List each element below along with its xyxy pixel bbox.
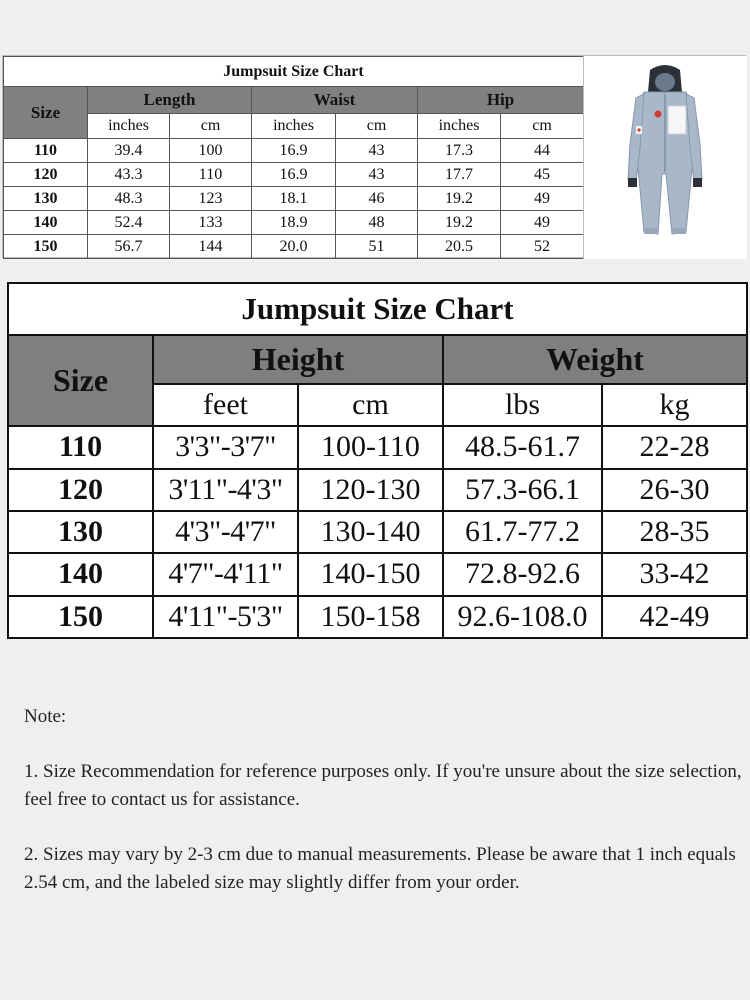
table-cell: 140: [4, 211, 88, 235]
table-row: [4, 139, 584, 163]
unit-header: cm: [298, 384, 443, 426]
table-cell: 150-158: [298, 596, 443, 638]
unit-header: cm: [501, 114, 584, 139]
table-row: [8, 511, 747, 553]
table-cell: 110: [4, 139, 88, 163]
table-cell: 51: [336, 235, 418, 259]
table-cell: 150: [4, 235, 88, 259]
table-cell: 4'11"-5'3": [153, 596, 298, 638]
table-cell: 150: [8, 596, 153, 638]
table-cell: 130: [8, 511, 153, 553]
table-cell: 42-49: [602, 596, 747, 638]
table-cell: 46: [336, 187, 418, 211]
unit-header: cm: [170, 114, 252, 139]
table-cell: 100-110: [298, 426, 443, 468]
table-cell: 56.7: [88, 235, 170, 259]
height-header: Height: [153, 335, 443, 383]
product-image: [583, 56, 747, 259]
table-row: [4, 235, 584, 259]
unit-header: lbs: [443, 384, 602, 426]
table-cell: 48.3: [88, 187, 170, 211]
table-cell: 4'7"-4'11": [153, 553, 298, 595]
table-cell: 3'3"-3'7": [153, 426, 298, 468]
table-cell: 18.9: [252, 211, 336, 235]
table-cell: 44: [501, 139, 584, 163]
size-header: Size: [4, 87, 88, 139]
note-item: 2. Sizes may vary by 2-3 cm due to manual measurements. Please be aware that 1 inch equals 2.54 cm, and the labeled size may slightly differ from your order.: [24, 844, 736, 893]
table-cell: 43: [336, 163, 418, 187]
chart-title: Jumpsuit Size Chart: [8, 283, 747, 335]
length-header: Length: [88, 87, 252, 114]
table-cell: 48.5-61.7: [443, 426, 602, 468]
table-cell: 144: [170, 235, 252, 259]
table-row: [8, 553, 747, 595]
table-cell: 16.9: [252, 139, 336, 163]
unit-header: inches: [88, 114, 170, 139]
table-row: [4, 163, 584, 187]
table-cell: 3'11"-4'3": [153, 469, 298, 511]
table-cell: 43.3: [88, 163, 170, 187]
hip-header: Hip: [418, 87, 584, 114]
unit-header: kg: [602, 384, 747, 426]
table-row: [4, 187, 584, 211]
table-row: [4, 211, 584, 235]
table-cell: 19.2: [418, 187, 501, 211]
weight-header: Weight: [443, 335, 747, 383]
table-cell: 18.1: [252, 187, 336, 211]
table-cell: 22-28: [602, 426, 747, 468]
table-cell: 39.4: [88, 139, 170, 163]
measurement-table: [3, 56, 584, 259]
table-cell: 28-35: [602, 511, 747, 553]
waist-header: Waist: [252, 87, 418, 114]
table-cell: 49: [501, 187, 584, 211]
table-cell: 123: [170, 187, 252, 211]
table-cell: 33-42: [602, 553, 747, 595]
table-cell: 110: [8, 426, 153, 468]
table-cell: 45: [501, 163, 584, 187]
table-cell: 120: [8, 469, 153, 511]
table-cell: 140-150: [298, 553, 443, 595]
unit-header: cm: [336, 114, 418, 139]
notes-section: [24, 703, 744, 924]
table-cell: 92.6-108.0: [443, 596, 602, 638]
table-cell: 19.2: [418, 211, 501, 235]
table-cell: 130-140: [298, 511, 443, 553]
table-cell: 20.0: [252, 235, 336, 259]
chart-title: Jumpsuit Size Chart: [4, 57, 584, 87]
jumpsuit-icon: [584, 56, 746, 257]
table-cell: 140: [8, 553, 153, 595]
height-weight-table: [7, 282, 748, 639]
table-cell: 110: [170, 163, 252, 187]
table-cell: 26-30: [602, 469, 747, 511]
table-cell: 61.7-77.2: [443, 511, 602, 553]
notes-heading: Note:: [24, 706, 67, 727]
table-row: [8, 596, 747, 638]
table-cell: 133: [170, 211, 252, 235]
unit-header: feet: [153, 384, 298, 426]
table-cell: 17.3: [418, 139, 501, 163]
table-cell: 4'3"-4'7": [153, 511, 298, 553]
unit-header: inches: [252, 114, 336, 139]
table-cell: 100: [170, 139, 252, 163]
table-cell: 120: [4, 163, 88, 187]
table-cell: 43: [336, 139, 418, 163]
table-cell: 57.3-66.1: [443, 469, 602, 511]
table-cell: 72.8-92.6: [443, 553, 602, 595]
table-cell: 49: [501, 211, 584, 235]
table-cell: 130: [4, 187, 88, 211]
table-cell: 17.7: [418, 163, 501, 187]
size-header: Size: [8, 335, 153, 426]
note-item: 1. Size Recommendation for reference purposes only. If you're unsure about the size selection, feel free to contact us for assistance.: [24, 761, 742, 810]
table-cell: 52: [501, 235, 584, 259]
table-row: [8, 426, 747, 468]
table-cell: 120-130: [298, 469, 443, 511]
table-cell: 52.4: [88, 211, 170, 235]
table-row: [8, 469, 747, 511]
table-cell: 16.9: [252, 163, 336, 187]
table-cell: 48: [336, 211, 418, 235]
measurement-chart: [2, 55, 746, 258]
table-cell: 20.5: [418, 235, 501, 259]
unit-header: inches: [418, 114, 501, 139]
